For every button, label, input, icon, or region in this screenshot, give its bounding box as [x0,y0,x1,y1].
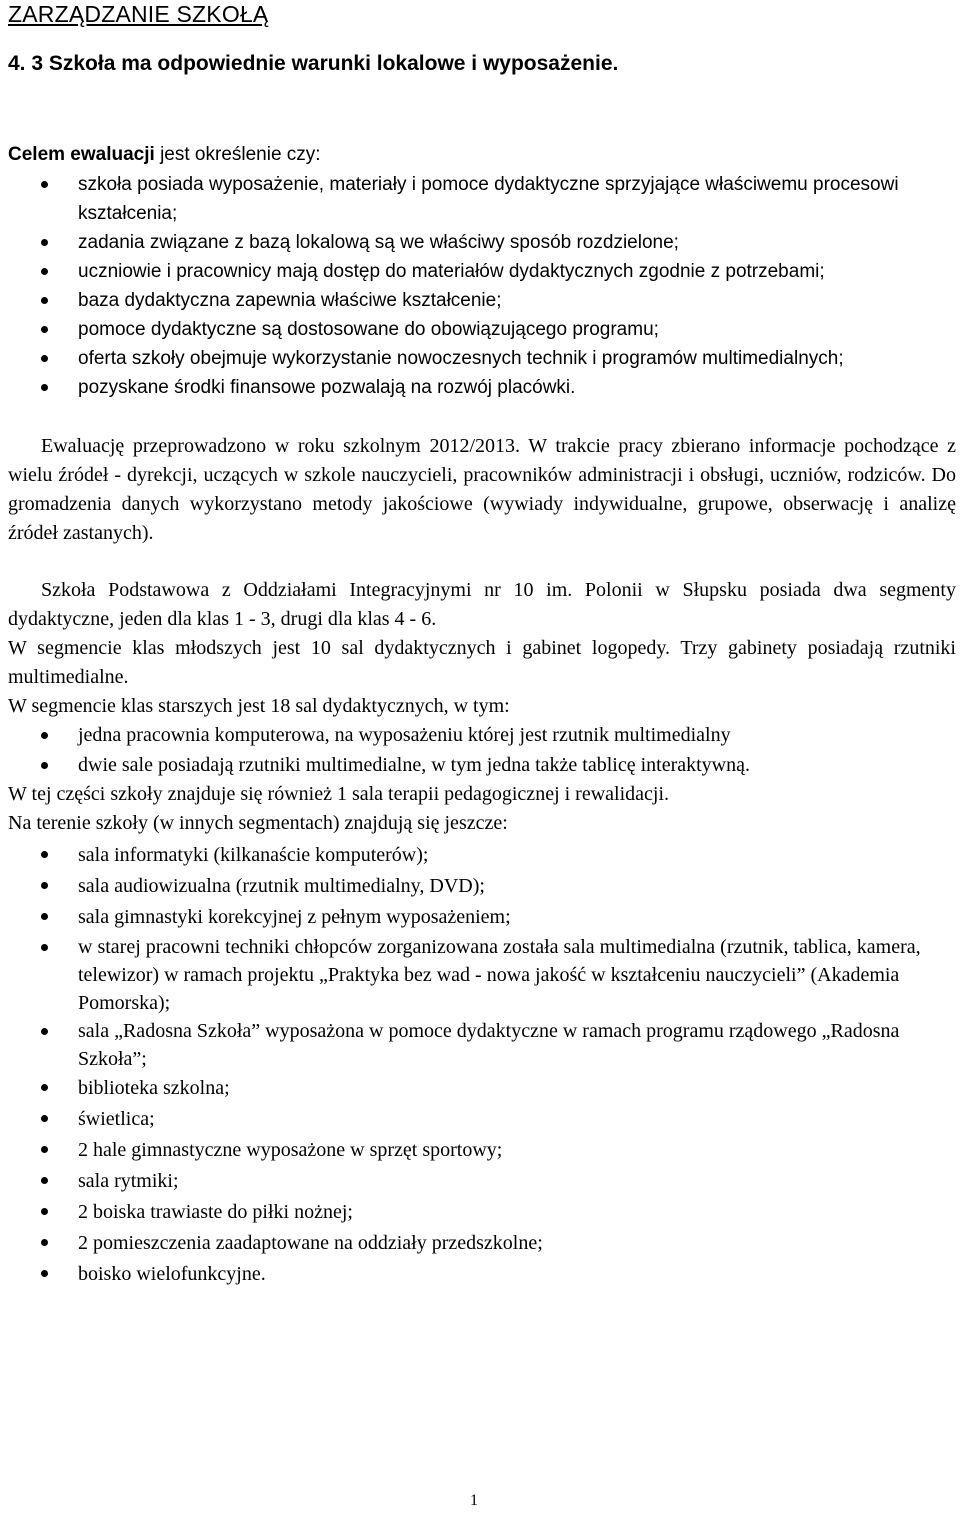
criteria-item: zadania związane z bazą lokalową są we właściwy sposób rozdzielone; [8,228,956,257]
facility-item: 2 pomieszczenia zaadaptowane na oddziały przedszkolne; [8,1228,956,1259]
older-segment-list [8,721,956,780]
paragraph-evaluation: Ewaluację przeprowadzono w roku szkolnym 2012/2013. W trakcie pracy zbierano informacje pochodzące z wielu źródeł - dyrekcji, uczących w szkole nauczycieli, pracowników administracji i obsługi, uczniów, rodziców. Do gromadzenia danych wykorzystano metody jakościowe (wywiady indywidualne, grupowe, obserwację i analizę źródeł zastanych). [8,435,956,544]
facility-item: sala informatyki (kilkanaście komputerów); [8,840,956,871]
criteria-item: pomoce dydaktyczne są dostosowane do obowiązującego programu; [8,315,956,344]
facility-item: w starej pracowni techniki chłopców zorganizowana została sala multimedialna (rzutnik, tablica, kamera, telewizor) w ramach projektu „Praktyka bez wad - nowa jakość w kształceniu nauczycieli” (Akademia Pomorska); [8,933,956,1017]
document-header: ZARZĄDZANIE SZKOŁĄ [8,1,269,27]
section-title: 4. 3 Szkoła ma odpowiednie warunki lokalowe i wyposażenie. [8,52,619,75]
facilities-list [8,840,956,1290]
document-page [8,0,956,1290]
intro-line [8,140,956,170]
facility-item: świetlica; [8,1104,956,1135]
facility-item: sala audiowizualna (rzutnik multimedialny, DVD); [8,871,956,902]
criteria-item: baza dydaktyczna zapewnia właściwe kształcenie; [8,286,956,315]
older-segment-item: jedna pracownia komputerowa, na wyposażeniu której jest rzutnik multimedialny [8,721,956,751]
older-segment-item: dwie sale posiadają rzutniki multimedialne, w tym jedna także tablicę interaktywną. [8,751,956,781]
facility-item: sala gimnastyki korekcyjnej z pełnym wyposażeniem; [8,902,956,933]
criteria-item: szkoła posiada wyposażenie, materiały i pomoce dydaktyczne sprzyjające właściwemu procesowi kształcenia; [8,170,956,228]
facility-item: 2 boiska trawiaste do piłki nożnej; [8,1197,956,1228]
paragraph-other-segments: Na terenie szkoły (w innych segmentach) znajdują się jeszcze: [8,812,508,834]
criteria-item: pozyskane środki finansowe pozwalają na rozwój placówki. [8,373,956,402]
criteria-item: uczniowie i pracownicy mają dostęp do materiałów dydaktycznych zgodnie z potrzebami; [8,257,956,286]
intro-bold: Celem ewaluacji [8,144,155,165]
paragraph-therapy: W tej części szkoły znajduje się również 1 sala terapii pedagogicznej i rewalidacji. [8,783,670,805]
criteria-list [8,170,956,402]
facility-item: boisko wielofunkcyjne. [8,1259,956,1290]
intro-rest: jest określenie czy: [154,144,321,165]
paragraph-older-segment: W segmencie klas starszych jest 18 sal dydaktycznych, w tym: [8,695,510,717]
paragraph-younger-segment: W segmencie klas młodszych jest 10 sal dydaktycznych i gabinet logopedy. Trzy gabinety posiadają rzutniki multimedialne. [8,637,956,688]
facility-item: sala „Radosna Szkoła” wyposażona w pomoce dydaktyczne w ramach programu rządowego „Radosna Szkoła”; [8,1017,956,1073]
facility-item: biblioteka szkolna; [8,1073,956,1104]
facility-item: sala rytmiki; [8,1166,956,1197]
criteria-item: oferta szkoły obejmuje wykorzystanie nowoczesnych technik i programów multimedialnych; [8,344,956,373]
facility-item: 2 hale gimnastyczne wyposażone w sprzęt sportowy; [8,1135,956,1166]
page-number: 1 [470,1492,478,1509]
paragraph-school: Szkoła Podstawowa z Oddziałami Integracyjnymi nr 10 im. Polonii w Słupsku posiada dwa segmenty dydaktyczne, jeden dla klas 1 - 3, drugi dla klas 4 - 6. [8,579,956,630]
